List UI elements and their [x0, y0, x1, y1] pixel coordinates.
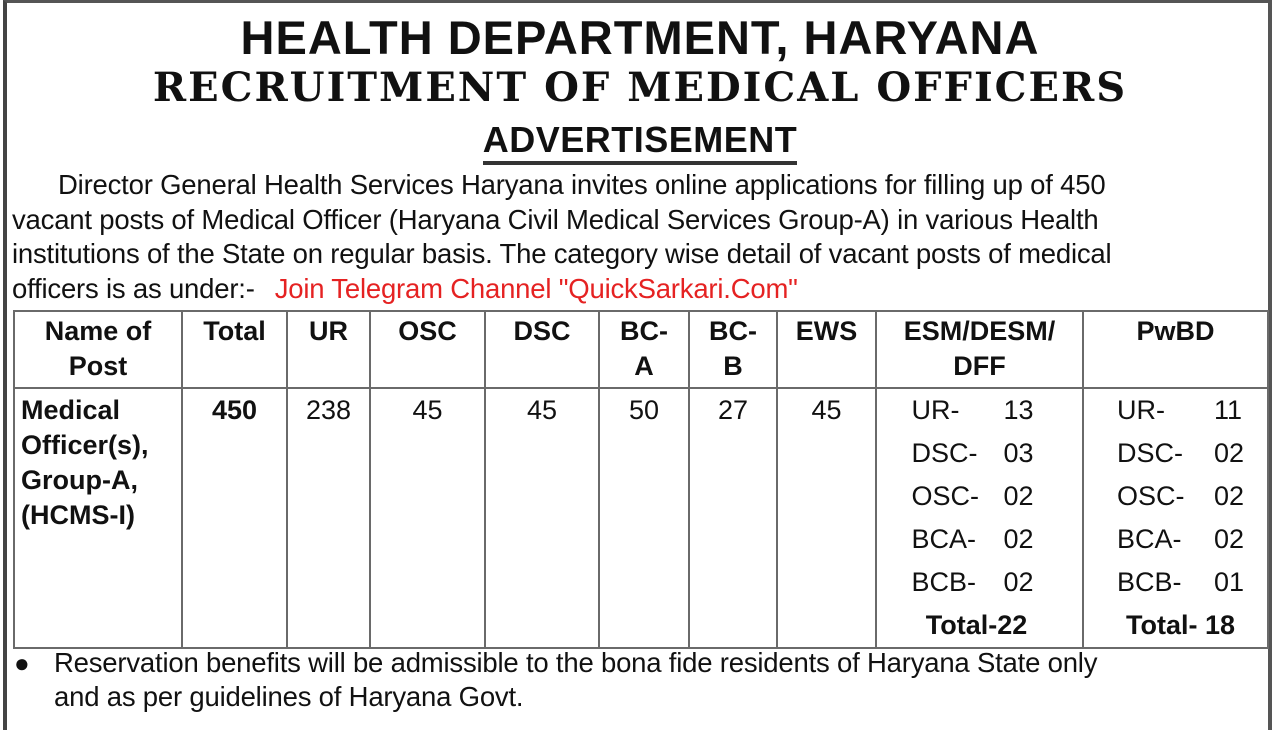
reservation-note: [14, 646, 1270, 714]
esm-total: Total-22: [925, 610, 1028, 640]
header-dsc: DSC: [485, 311, 599, 388]
header-pwbd: PwBD: [1083, 311, 1268, 388]
header-ur: UR: [287, 311, 370, 388]
intro-line: institutions of the State on regular basis. The category wise detail of vacant posts of medical: [12, 238, 1112, 269]
department-title: HEALTH DEPARTMENT, HARYANA: [240, 11, 1040, 64]
intro-line: vacant posts of Medical Officer (Haryana Civil Medical Services Group-A) in various Health: [12, 203, 1099, 235]
cell-esm: UR- 13 DSC- 03 OSC- 02 BCA- 02 BCB- 02 Total-22: [876, 388, 1083, 648]
header-ews: EWS: [777, 311, 876, 388]
cell-dsc: 45: [485, 388, 599, 648]
header-name-of-post: Name of Post: [14, 311, 182, 388]
advertisement-heading: [0, 120, 1280, 168]
header-bcb: BC- B: [689, 311, 777, 388]
note-line: and as per guidelines of Haryana Govt.: [54, 681, 524, 712]
header-esm: ESM/DESM/ DFF: [876, 311, 1083, 388]
pwbd-total: Total- 18: [1125, 610, 1235, 640]
cell-post-name: Medical Officer(s), Group-A, (HCMS-I): [14, 388, 182, 648]
cell-osc: 45: [370, 388, 485, 648]
header-total: Total: [182, 311, 287, 388]
cell-pwbd: UR- 11 DSC- 02 OSC- 02 BCA- 02 BCB- 01 Total- 18: [1083, 388, 1268, 648]
bullet-icon: ●: [14, 648, 30, 678]
cell-bca: 50: [599, 388, 689, 648]
vacancy-table: [13, 310, 1269, 649]
recruitment-title: RECRUITMENT OF MEDICAL OFFICERS: [152, 64, 1128, 111]
intro-line: Director General Health Services Haryana invites online applications for filling up of 450: [58, 169, 1106, 200]
header-bca: BC- A: [599, 311, 689, 388]
cell-ews: 45: [777, 388, 876, 648]
advertisement-label: ADVERTISEMENT: [483, 119, 798, 165]
cell-total: 450: [182, 388, 287, 648]
cell-ur: 238: [287, 388, 370, 648]
header-osc: OSC: [370, 311, 485, 388]
intro-line: officers is as under:-: [12, 272, 255, 304]
table-row: [14, 388, 1268, 648]
cell-bcb: 27: [689, 388, 777, 648]
table-header-row: [14, 311, 1268, 388]
note-line: Reservation benefits will be admissible to the bona fide residents of Haryana State only: [54, 647, 1098, 678]
telegram-watermark: Join Telegram Channel "QuickSarkari.Com": [274, 272, 798, 304]
intro-paragraph: [12, 168, 1270, 306]
